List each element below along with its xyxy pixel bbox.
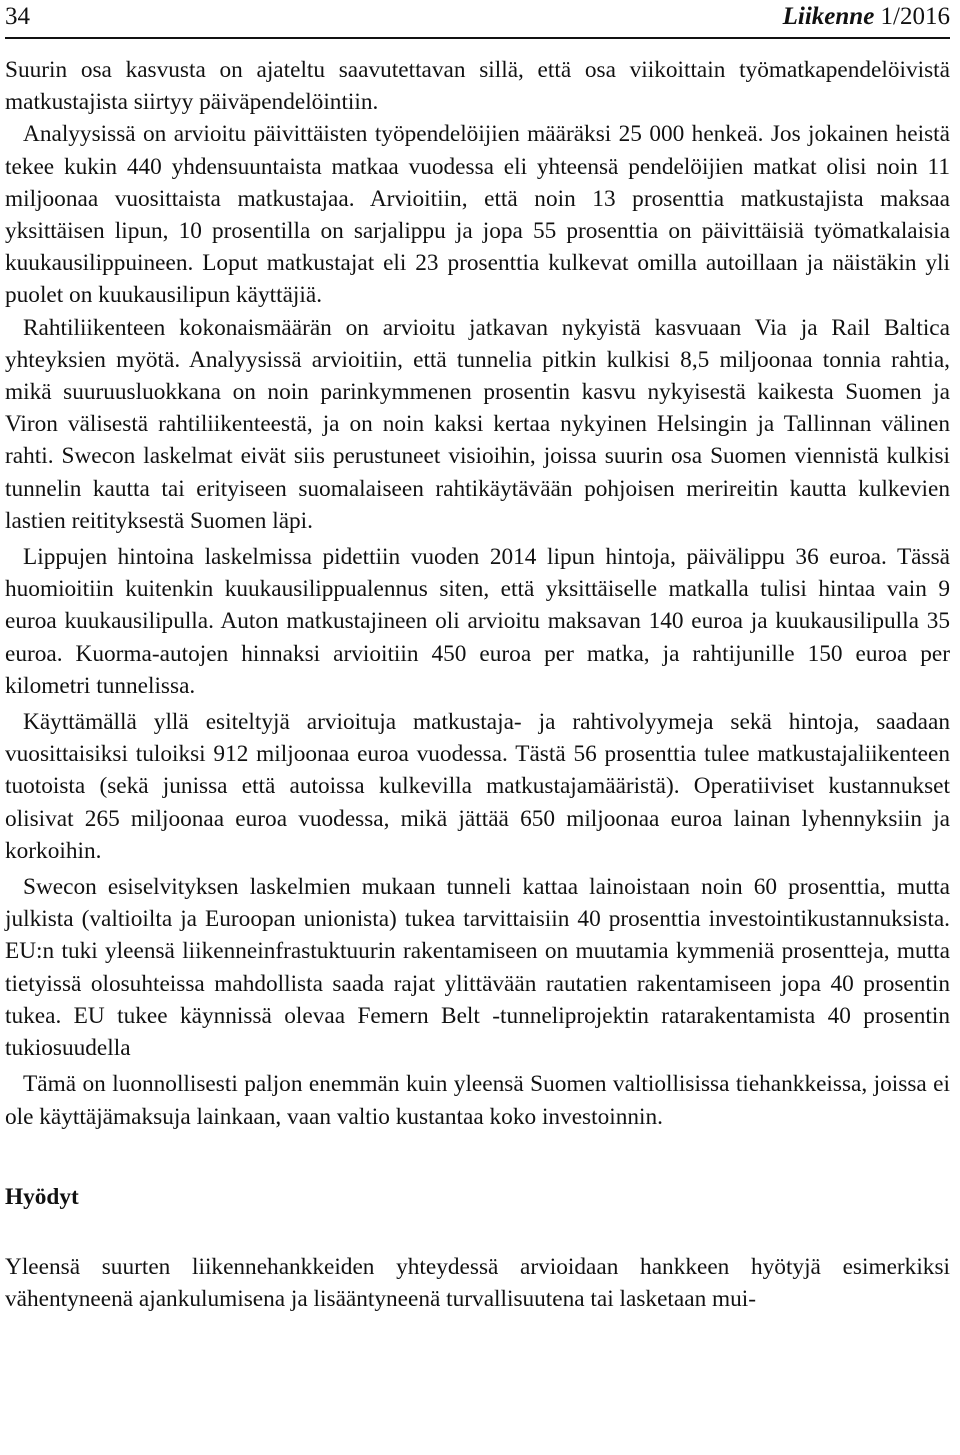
paragraph-2: Analyysissä on arvioitu päivittäisten työpendelöijien määräksi 25 000 henkeä. Jos jokainen heistä tekee kukin 440 yhdensuuntaista matkaa vuodessa eli yhteensä pendelöijien matkat olisi noin 11 miljoonaa vuosittaista matkustajaa. Arvioitiin, että noin 13 prosenttia matkustajista maksaa yksittäisen lipun, 10 prosentilla on sarjalippu ja jopa 55 prosenttia on päivittäisiä työmatkalaisia kuukausilippuineen. Loput matkustajat eli 23 prosenttia kulkevat omilla autoillaan ja näistäkin yli puolet on kuukausilipun käyttäjiä. xyxy=(5,121,950,309)
section-paragraph: Yleensä suurten liikennehankkeiden yhteydessä arvioidaan hankkeen hyötyjä esimerkiksi vähentyneenä ajankulumisena ja lisääntyneenä turvallisuutena tai lasketaan mui- xyxy=(5,1253,950,1312)
page-number: 34 xyxy=(5,3,30,30)
paragraph-5: Käyttämällä yllä esiteltyjä arvioituja matkustaja- ja rahtivolyymeja sekä hintoja, saadaan vuosittaisiksi tuloiksi 912 miljoonaa euroa vuodessa. Tästä 56 prosenttia tulee matkustajaliikenteen tuotoista (sekä junissa että autoissa kulkevilla matkustajamääristä). Operatiiviset kustannukset olisivat 265 miljoonaa euroa vuodessa, mikä jättää 650 miljoonaa euroa lainan lyhennyksiin ja korkoihin. xyxy=(5,709,950,864)
page-header xyxy=(5,0,950,38)
header-rule xyxy=(5,37,950,39)
paragraph-4: Lippujen hintoina laskelmissa pidettiin vuoden 2014 lipun hintoja, päivälippu 36 euroa. Tässä huomioitiin kuitenkin kuukausilippualennus siten, että yksittäiselle matkalla tulisi hintaa vain 9 euroa kuukausilipulla. Auton matkustajineen oli arvioitu maksavan 140 euroa ja kuukausilipulla 35 euroa. Kuorma-autojen hinnaksi arvioitiin 450 euroa per matka, ja rahtijunille 150 euroa per kilometri tunnelissa. xyxy=(5,544,950,699)
paragraph-3: Rahtiliikenteen kokonaismäärän on arvioitu jatkavan nykyistä kasvuaan Via ja Rail Baltica yhteyksien myötä. Analyysissä arvioitiin, että tunnelia pitkin kulkisi 8,5 miljoonaa tonnia rahtia, mikä suuruusluokkana on noin parinkymmenen prosentin kasvu nykyisestä kaikesta Suomen ja Viron välisestä rahtiliikenteestä, ja on noin kaksi kertaa nykyinen Helsingin ja Tallinnan välinen rahti. Swecon laskelmat eivät siis perustuneet visioihin, joissa suurin osa Suomen viennistä kulkisi tunnelin kautta tai erityiseen suomalaiseen rahtikäytävään pohjoisen merireitin kautta kulkevien lastien reitityksestä Suomen läpi. xyxy=(5,314,950,534)
paragraph-1: Suurin osa kasvusta on ajateltu saavutettavan sillä, että osa viikoittain työmatkapendelöivistä matkustajista siirtyy päiväpendelöintiin. xyxy=(5,57,950,116)
paragraph-7: Tämä on luonnollisesti paljon enemmän kuin yleensä Suomen valtiollisissa tiehankkeissa, joissa ei ole käyttäjämaksuja lainkaan, vaan valtio kustantaa koko investoinnin. xyxy=(5,1071,950,1130)
journal-name: Liikenne xyxy=(782,3,875,30)
journal-issue: 1/2016 xyxy=(874,3,950,30)
paragraph-6: Swecon esiselvityksen laskelmien mukaan tunneli kattaa lainoistaan noin 60 prosenttia, mutta julkista (valtioilta ja Euroopan unionista) tukea tarvittaisiin 40 prosenttia investointikustannuksista. EU:n tuki yleensä liikenneinfrastuktuurin rakentamiseen on muutamia kymmeniä prosentteja, mutta tietyissä olosuhteissa mahdollista saada rajat ylittävään rautatien rakentamiseen jopa 40 prosentin tukea. EU tukee käynnissä olevaa Femern Belt -tunneliprojektin ratarakentamista 40 prosentin tukiosuudella xyxy=(5,874,950,1062)
article-body xyxy=(5,54,950,1315)
journal-info xyxy=(783,2,950,32)
section-heading: Hyödyt xyxy=(5,1183,79,1210)
